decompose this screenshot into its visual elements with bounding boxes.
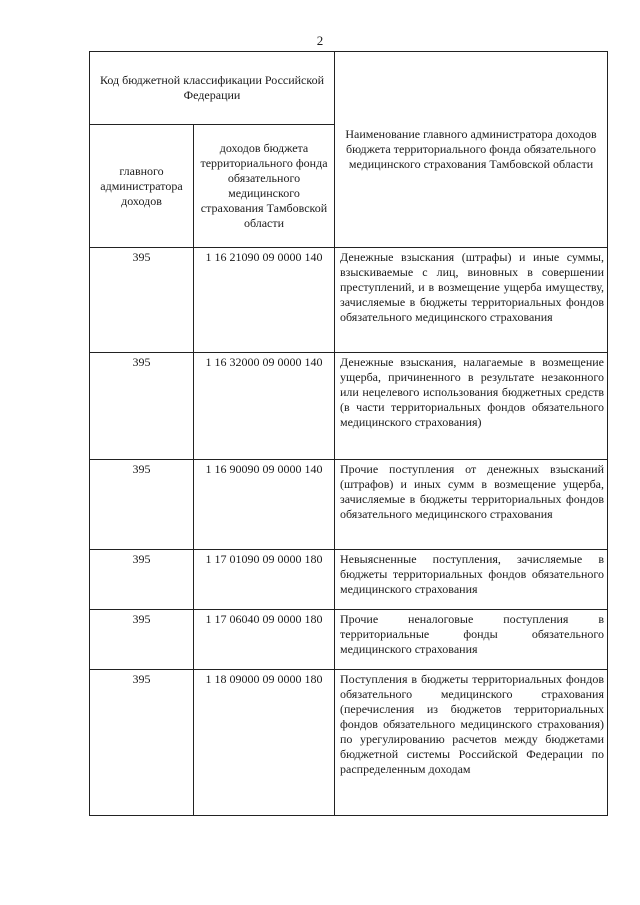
table-row [90,353,608,460]
admin-code-cell: 395 [90,353,194,460]
admin-code-cell: 395 [90,610,194,670]
table-row [90,248,608,353]
income-name-cell: Поступления в бюджеты территориальных фондов обязательного медицинского страхования (перечисления из бюджетов территориальных фондов обязательного медицинского страхования) по урегулированию расчетов между бюджетами бюджетной системы Российской Федерации по распределенным доходам [335,670,608,816]
budget-classification-table [89,51,608,816]
admin-code-cell: 395 [90,670,194,816]
admin-code-cell: 395 [90,460,194,550]
income-code-cell: 1 16 90090 09 0000 140 [194,460,335,550]
table-header-row-1 [90,52,608,125]
header-budget-code-group: Код бюджетной классификации Российской Федерации [90,52,335,125]
income-code-cell: 1 16 32000 09 0000 140 [194,353,335,460]
header-administrator-name: Наименование главного администратора доходов бюджета территориального фонда обязательного медицинского страхования Тамбовской области [335,52,608,248]
admin-code-cell: 395 [90,248,194,353]
header-income-code: доходов бюджета территориального фонда обязательного медицинского страхования Тамбовской области [194,125,335,248]
page-number: 2 [316,33,324,48]
income-name-cell: Денежные взыскания (штрафы) и иные суммы, взыскиваемые с лиц, виновных в совершении преступлений, и в возмещение ущерба имуществу, зачисляемые в бюджеты территориальных фондов обязательного медицинского страхования [335,248,608,353]
income-name-cell: Прочие неналоговые поступления в территориальные фонды обязательного медицинского страхования [335,610,608,670]
table-row [90,550,608,610]
table-row [90,670,608,816]
income-code-cell: 1 18 09000 09 0000 180 [194,670,335,816]
income-code-cell: 1 17 06040 09 0000 180 [194,610,335,670]
header-main-administrator: главного администратора доходов [90,125,194,248]
income-name-cell: Прочие поступления от денежных взысканий (штрафов) и иных сумм в возмещение ущерба, зачисляемые в бюджеты территориальных фондов обязательного медицинского страхования [335,460,608,550]
income-code-cell: 1 17 01090 09 0000 180 [194,550,335,610]
income-name-cell: Невыясненные поступления, зачисляемые в бюджеты территориальных фондов обязательного медицинского страхования [335,550,608,610]
table-row [90,460,608,550]
income-code-cell: 1 16 21090 09 0000 140 [194,248,335,353]
income-name-cell: Денежные взыскания, налагаемые в возмещение ущерба, причиненного в результате незаконного или нецелевого использования бюджетных средств (в части территориальных фондов обязательного медицинского страхования) [335,353,608,460]
table-row [90,610,608,670]
admin-code-cell: 395 [90,550,194,610]
